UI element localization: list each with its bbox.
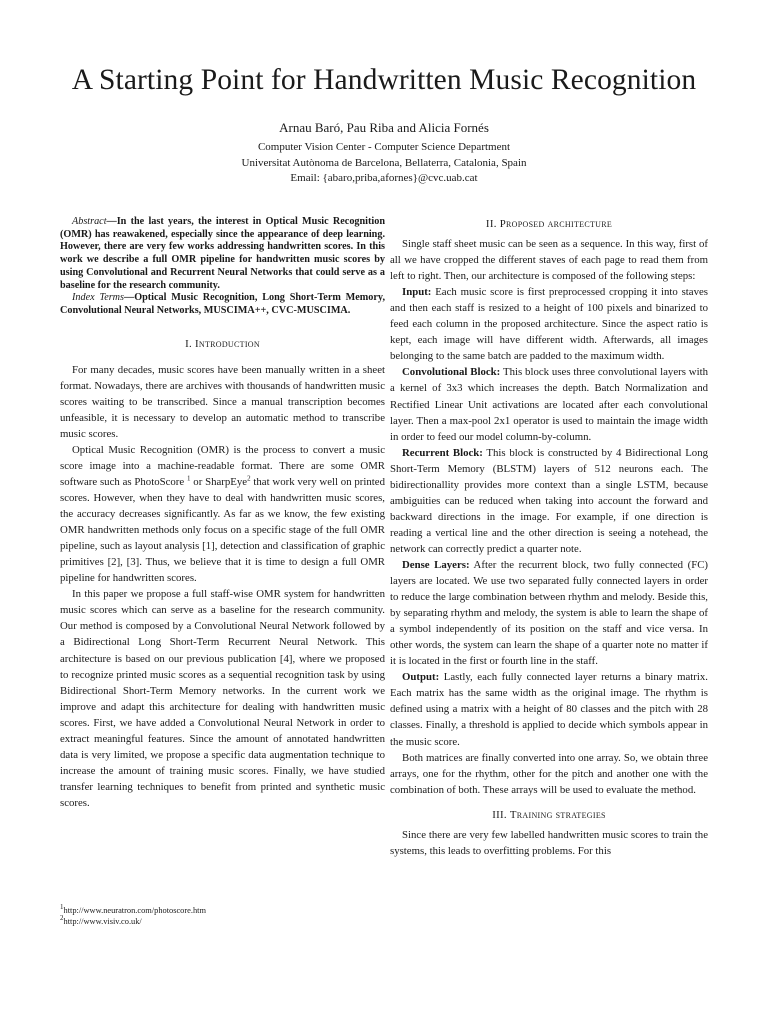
author-email: Email: {abaro,priba,afornes}@cvc.uab.cat — [290, 172, 478, 184]
intro-p2-part-b: or SharpEye — [190, 476, 248, 488]
abstract-text: —In the last years, the interest in Optical Music Recognition (OMR) has reawakened, especially since the appearance of deep learning. However, there are very few works addressing handwritten scores. In this work we describe a full OMR pipeline for handwritten music scores by using Convolutional and Recurrent Neural Networks that could serve as a baseline for the research community. — [60, 216, 385, 291]
section-number: II. — [485, 218, 500, 230]
architecture-intro: Single staff sheet music can be seen as a sequence. In this way, first of all we have cropped the different staves of each page to read them from left to right. Then, our architecture is composed of the following steps: — [390, 238, 708, 283]
paper-title: A Starting Point for Handwritten Music Recognition — [71, 64, 697, 96]
footnote-1-number: 1 — [60, 903, 64, 912]
footnote-2-number: 2 — [60, 914, 64, 923]
intro-p2-part-a: Optical Music Recognition (OMR) is the process to convert a music score image into a machine-readable format. There are some OMR software such as PhotoScore — [60, 443, 385, 488]
abstract-label: Abstract — [72, 216, 107, 227]
intro-p2-part-c: that work very well on printed scores. However, when they have to deal with handwritten music scores, the accuracy decreases significantly. As far as we know, the few existing OMR handwritten methods only focus on a specific stage of the full OMR pipeline, such as layout analysis [1], detection and classification of graphic primitives [2], [3]. Thus, we believe that it is time to design a full OMR pipeline for handwritten scores. — [60, 476, 385, 585]
affiliation-university: Universitat Autònoma de Barcelona, Bellaterra, Catalonia, Spain — [241, 157, 527, 169]
right-column — [390, 216, 708, 859]
footnote-1-link[interactable]: http://www.neuratron.com/photoscore.htm — [63, 906, 207, 915]
dense-layers-label: Dense Layers: — [402, 558, 470, 571]
recurrent-block-paragraph — [390, 445, 708, 557]
author-list: Arnau Baró, Pau Riba and Alicia Fornés — [279, 120, 489, 135]
conv-block-text: This block uses three convolutional layers with a kernel of 3x3 which increases the depth. Batch Normalization and Rectified Linear Unit activations are located after each convolutional layer. Then a max-pool 2x1 operator is used to maintain the image width in order to feed our model column-by-column. — [390, 366, 708, 443]
intro-paragraph-2 — [60, 442, 385, 586]
recurrent-block-text: This block is constructed by 4 Bidirectional Long Short-Term Memory (BLSTM) layers of 512 neurons each. The bidirectionallity provides more context than a single LSTM, because ambiguities can be reduced when taking into account the forward and backward directions in the image. For example, if one direction is reading a vertical line and the other direction is seeing a notehead, the network can correctly predict a quarter note. — [390, 446, 709, 555]
left-column — [60, 216, 385, 811]
training-paragraph-1: Since there are very few labelled handwritten music scores to train the systems, this leads to overfitting problems. For this — [390, 828, 708, 857]
abstract — [60, 216, 385, 318]
intro-paragraph-1: For many decades, music scores have been manually written in a sheet format. Nowadays, there are archives with thousands of handwritten music scores waiting to be transcribed. Since a manual transcription becomes unfeasible, it is necessary to develop an automatic method to transcribe music scores. — [60, 363, 385, 440]
abstract-paragraph — [60, 216, 385, 292]
section-number: I. — [185, 337, 195, 350]
output-label: Output: — [402, 671, 440, 684]
footnote-1 — [60, 905, 385, 916]
conv-block-paragraph — [390, 364, 708, 444]
output-text: Lastly, each fully connected layer returns a binary matrix. Each matrix has the same width as the original image. The rhythm is defined using a matrix with a height of 80 classes and the pitch with 28 classes. Finally, a threshold is applied to decide which symbols appear in the music score. — [390, 671, 708, 748]
section-heading-introduction — [60, 336, 385, 352]
affiliation-department: Computer Vision Center - Computer Science Department — [257, 141, 511, 153]
footnote-2-link[interactable]: http://www.visiv.co.uk/ — [63, 917, 142, 926]
footnotes — [60, 905, 385, 927]
section-heading-proposed-architecture — [390, 216, 708, 232]
intro-paragraph-3: In this paper we propose a full staff-wise OMR system for handwritten music scores which can serve as a baseline for the research community. Our method is composed by a Convolutional Neural Network followed by a Bidirectional Long Short-Term Recurrent Neural Network. This architecture is based on our previous publication [4], where we proposed to recognize printed music scores as a sequential recognition task by using Bidirectional Short-Term Memory networks. In the current work we improve and adapt this architecture for dealing with handwritten music scores. First, we have added a Convolutional Neural Network in order to extract meaningful features. Since the amount of annotated handwritten data is very limited, we propose a specific data augmentation technique to increase the amount of training music scores. Finally, we have studied transfer learning techniques to benefit from printed and synthetic music scores. — [60, 588, 385, 809]
section-title: Training strategies — [509, 808, 606, 821]
section-title: Introduction — [194, 337, 260, 350]
index-terms-paragraph — [60, 292, 385, 317]
input-paragraph — [390, 284, 708, 364]
input-text: Each music score is first preprocessed cropping it into staves and then each staff is resized to a height of 100 pixels and binarized to feed each column in the proposed architecture. Since the aspect ratio is kept, each image will have different width. Afterwards, all images belonging to the same batch are padded to the maximum width. — [390, 286, 708, 363]
footnote-ref-2: 2 — [247, 474, 251, 483]
section-title: Proposed architecture — [499, 218, 613, 230]
conv-block-label: Convolutional Block: — [402, 366, 501, 379]
input-label: Input: — [402, 286, 432, 299]
footnote-ref-1: 1 — [187, 474, 191, 483]
section-heading-training-strategies — [390, 807, 708, 823]
matrices-paragraph: Both matrices are finally converted into one array. So, we obtain three arrays, one for the rhythm, other for the pitch and another one with the combination of both. These arrays will be used to evaluate the method. — [390, 751, 708, 796]
output-paragraph — [390, 669, 708, 749]
section-number: III. — [492, 808, 510, 821]
index-terms-text: —Optical Music Recognition, Long Short-Term Memory, Convolutional Neural Networks, MUSCIMA++, CVC-MUSCIMA. — [60, 292, 385, 316]
dense-layers-text: After the recurrent block, two fully connected (FC) layers are located. We use two separated fully connected layers in order to reduce the large combination between rhythm and melody. Beside this, by separating rhythm and melody, the system is able to learn the shape of a symbol independently of its position on the staff and vice versa. In other words, the system can learn the shape of a quarter note no matter if it is located in the first or fourth line in the staff. — [390, 558, 708, 668]
footnote-2 — [60, 916, 385, 927]
recurrent-block-label: Recurrent Block: — [402, 446, 483, 459]
index-terms-label: Index Terms — [72, 292, 125, 304]
dense-layers-paragraph — [390, 557, 708, 669]
